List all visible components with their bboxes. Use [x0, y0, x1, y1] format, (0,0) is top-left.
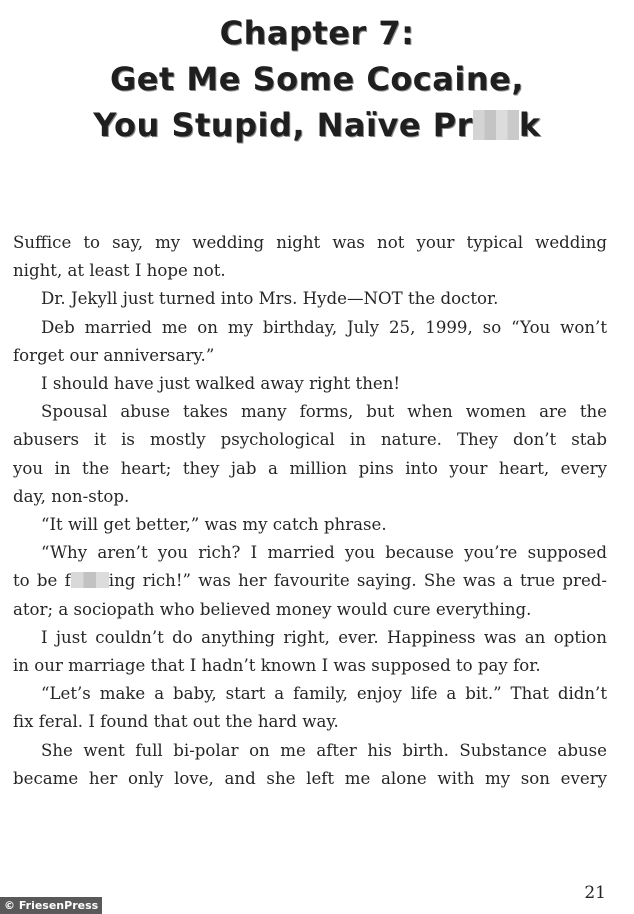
body-line: abusers it is mostly psychological in nature. They don’t stab — [13, 430, 607, 450]
body-line: you in the heart; they jab a million pins into your heart, every — [13, 458, 607, 478]
body-line: Suffice to say, my wedding night was not your typical wedding — [13, 233, 607, 252]
chapter-title — [0, 10, 634, 148]
body-line: fix feral. I found that out the hard way. — [13, 712, 339, 732]
body-line: She went full bi-polar on me after his birth. Substance abuse — [41, 740, 607, 760]
body-line — [13, 567, 607, 595]
body-line: became her only love, and she left me alone with my son every — [13, 768, 607, 788]
body-line: “It will get better,” was my catch phrase. — [41, 515, 387, 535]
chapter-title-line-3-suffix: k — [518, 106, 541, 144]
body-line-prefix: to be f — [13, 571, 71, 591]
chapter-title-line-2: Get Me Some Cocaine, — [110, 60, 524, 98]
body-line: Deb married me on my birthday, July 25, 1999, so “You won’t — [41, 317, 607, 337]
body-line: in our marriage that I hadn’t known I was supposed to pay for. — [13, 656, 541, 676]
censor-pixelation — [473, 110, 519, 140]
body-line: I just couldn’t do anything right, ever. Happiness was an option — [41, 627, 607, 647]
body-line: ator; a sociopath who believed money would cure everything. — [13, 599, 532, 619]
chapter-title-line-3-prefix: You Stupid, Naïve Pr — [93, 106, 473, 144]
publisher-watermark: © FriesenPress — [0, 897, 102, 914]
censor-pixelation-inline — [71, 572, 109, 588]
body-line: Spousal abuse takes many forms, but when women are the — [41, 402, 607, 422]
chapter-number: Chapter 7: — [219, 14, 415, 52]
body-line: “Let’s make a baby, start a family, enjoy life a bit.” That didn’t — [41, 684, 607, 704]
body-line: night, at least I hope not. — [13, 261, 226, 281]
body-text — [13, 229, 607, 793]
body-line: I should have just walked away right then! — [41, 374, 401, 394]
page-number: 21 — [584, 883, 606, 903]
chapter-title-line-3 — [0, 102, 634, 148]
body-line: Dr. Jekyll just turned into Mrs. Hyde—NOT the doctor. — [41, 289, 499, 309]
body-line: forget our anniversary.” — [13, 345, 215, 365]
body-line: day, non-stop. — [13, 486, 130, 506]
body-line: “Why aren’t you rich? I married you because you’re supposed — [41, 543, 607, 563]
body-line-suffix: ing rich!” was her favourite saying. She was a true pred- — [108, 571, 607, 591]
